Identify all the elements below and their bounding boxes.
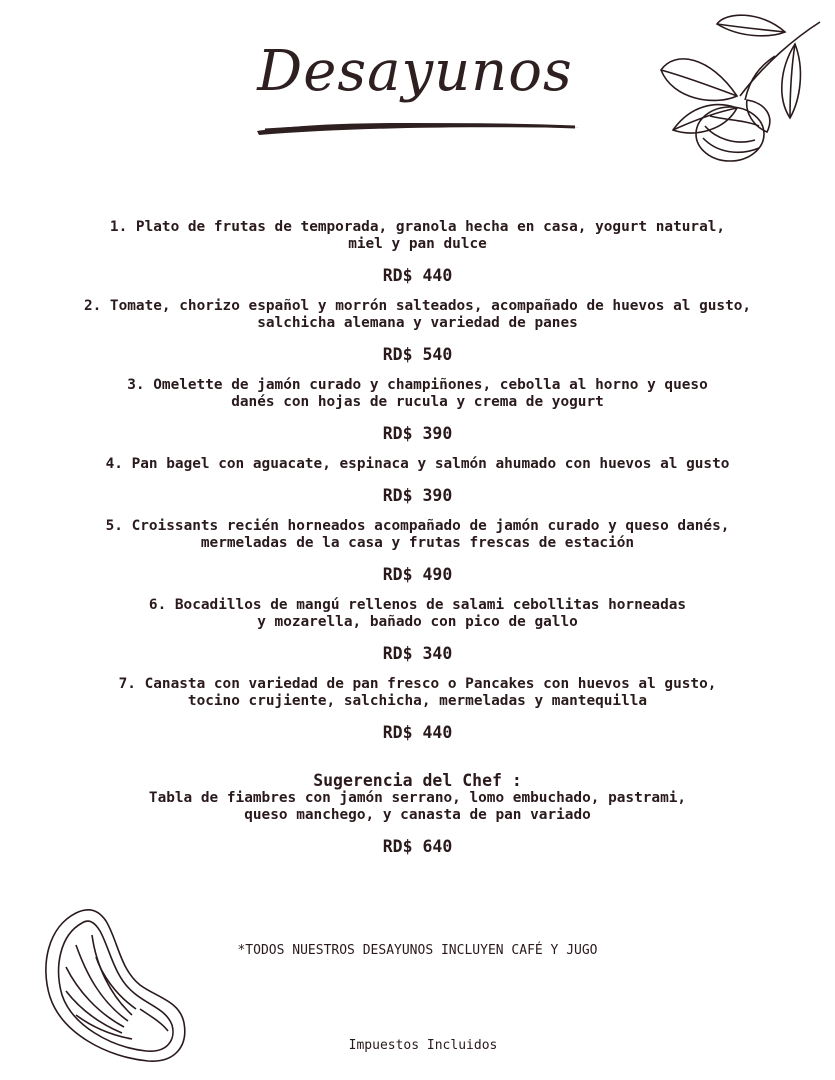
menu-item-price: RD$ 440 bbox=[382, 266, 453, 285]
menu-item-price: RD$ 390 bbox=[382, 424, 453, 443]
tax-note: Impuestos Incluidos bbox=[348, 1038, 498, 1053]
menu-item-price: RD$ 540 bbox=[382, 345, 453, 364]
menu-item-description: 3. Omelette de jamón curado y champiñones, cebolla al horno y queso danés con hojas de rucula y crema de yogurt bbox=[127, 377, 708, 410]
brush-stroke-underline bbox=[255, 118, 585, 138]
menu-item-price: RD$ 440 bbox=[382, 723, 453, 742]
footer-note: *TODOS NUESTROS DESAYUNOS INCLUYEN CAFÉ Y JUGO bbox=[237, 943, 598, 958]
menu-item-description: 4. Pan bagel con aguacate, espinaca y salmón ahumado con huevos al gusto bbox=[105, 456, 730, 472]
menu-item bbox=[0, 597, 835, 664]
chef-suggestion-price: RD$ 640 bbox=[382, 837, 453, 856]
menu-item-description: 2. Tomate, chorizo español y morrón salteados, acompañado de huevos al gusto, salchicha alemana y variedad de panes bbox=[83, 298, 752, 331]
page-title: Desayunos bbox=[257, 39, 573, 104]
menu-item bbox=[0, 676, 835, 743]
menu-item-price: RD$ 340 bbox=[382, 644, 453, 663]
menu-item-description: 5. Croissants recién horneados acompañado de jamón curado y queso danés, mermeladas de la casa y frutas frescas de estación bbox=[105, 518, 730, 551]
menu-item bbox=[0, 518, 835, 585]
menu-item bbox=[0, 456, 835, 506]
menu-item-description: 6. Bocadillos de mangú rellenos de salami cebollitas horneadas y mozarella, bañado con pico de gallo bbox=[148, 597, 687, 630]
menu-item bbox=[0, 219, 835, 286]
menu-item-price: RD$ 390 bbox=[382, 486, 453, 505]
menu-item-price: RD$ 490 bbox=[382, 565, 453, 584]
menu-item bbox=[0, 377, 835, 444]
menu-list bbox=[0, 219, 835, 869]
chef-suggestion-description: Tabla de fiambres con jamón serrano, lomo embuchado, pastrami, queso manchego, y canasta de pan variado bbox=[148, 790, 687, 823]
menu-item-description: 7. Canasta con variedad de pan fresco o Pancakes con huevos al gusto, tocino crujiente, salchicha, mermeladas y mantequilla bbox=[118, 676, 717, 709]
menu-item-description: 1. Plato de frutas de temporada, granola hecha en casa, yogurt natural, miel y pan dulce bbox=[109, 219, 726, 252]
chef-suggestion-title: Sugerencia del Chef : bbox=[313, 771, 522, 790]
chef-suggestion bbox=[0, 772, 835, 857]
menu-item bbox=[0, 298, 835, 365]
tangerine-branch-icon bbox=[655, 8, 825, 168]
